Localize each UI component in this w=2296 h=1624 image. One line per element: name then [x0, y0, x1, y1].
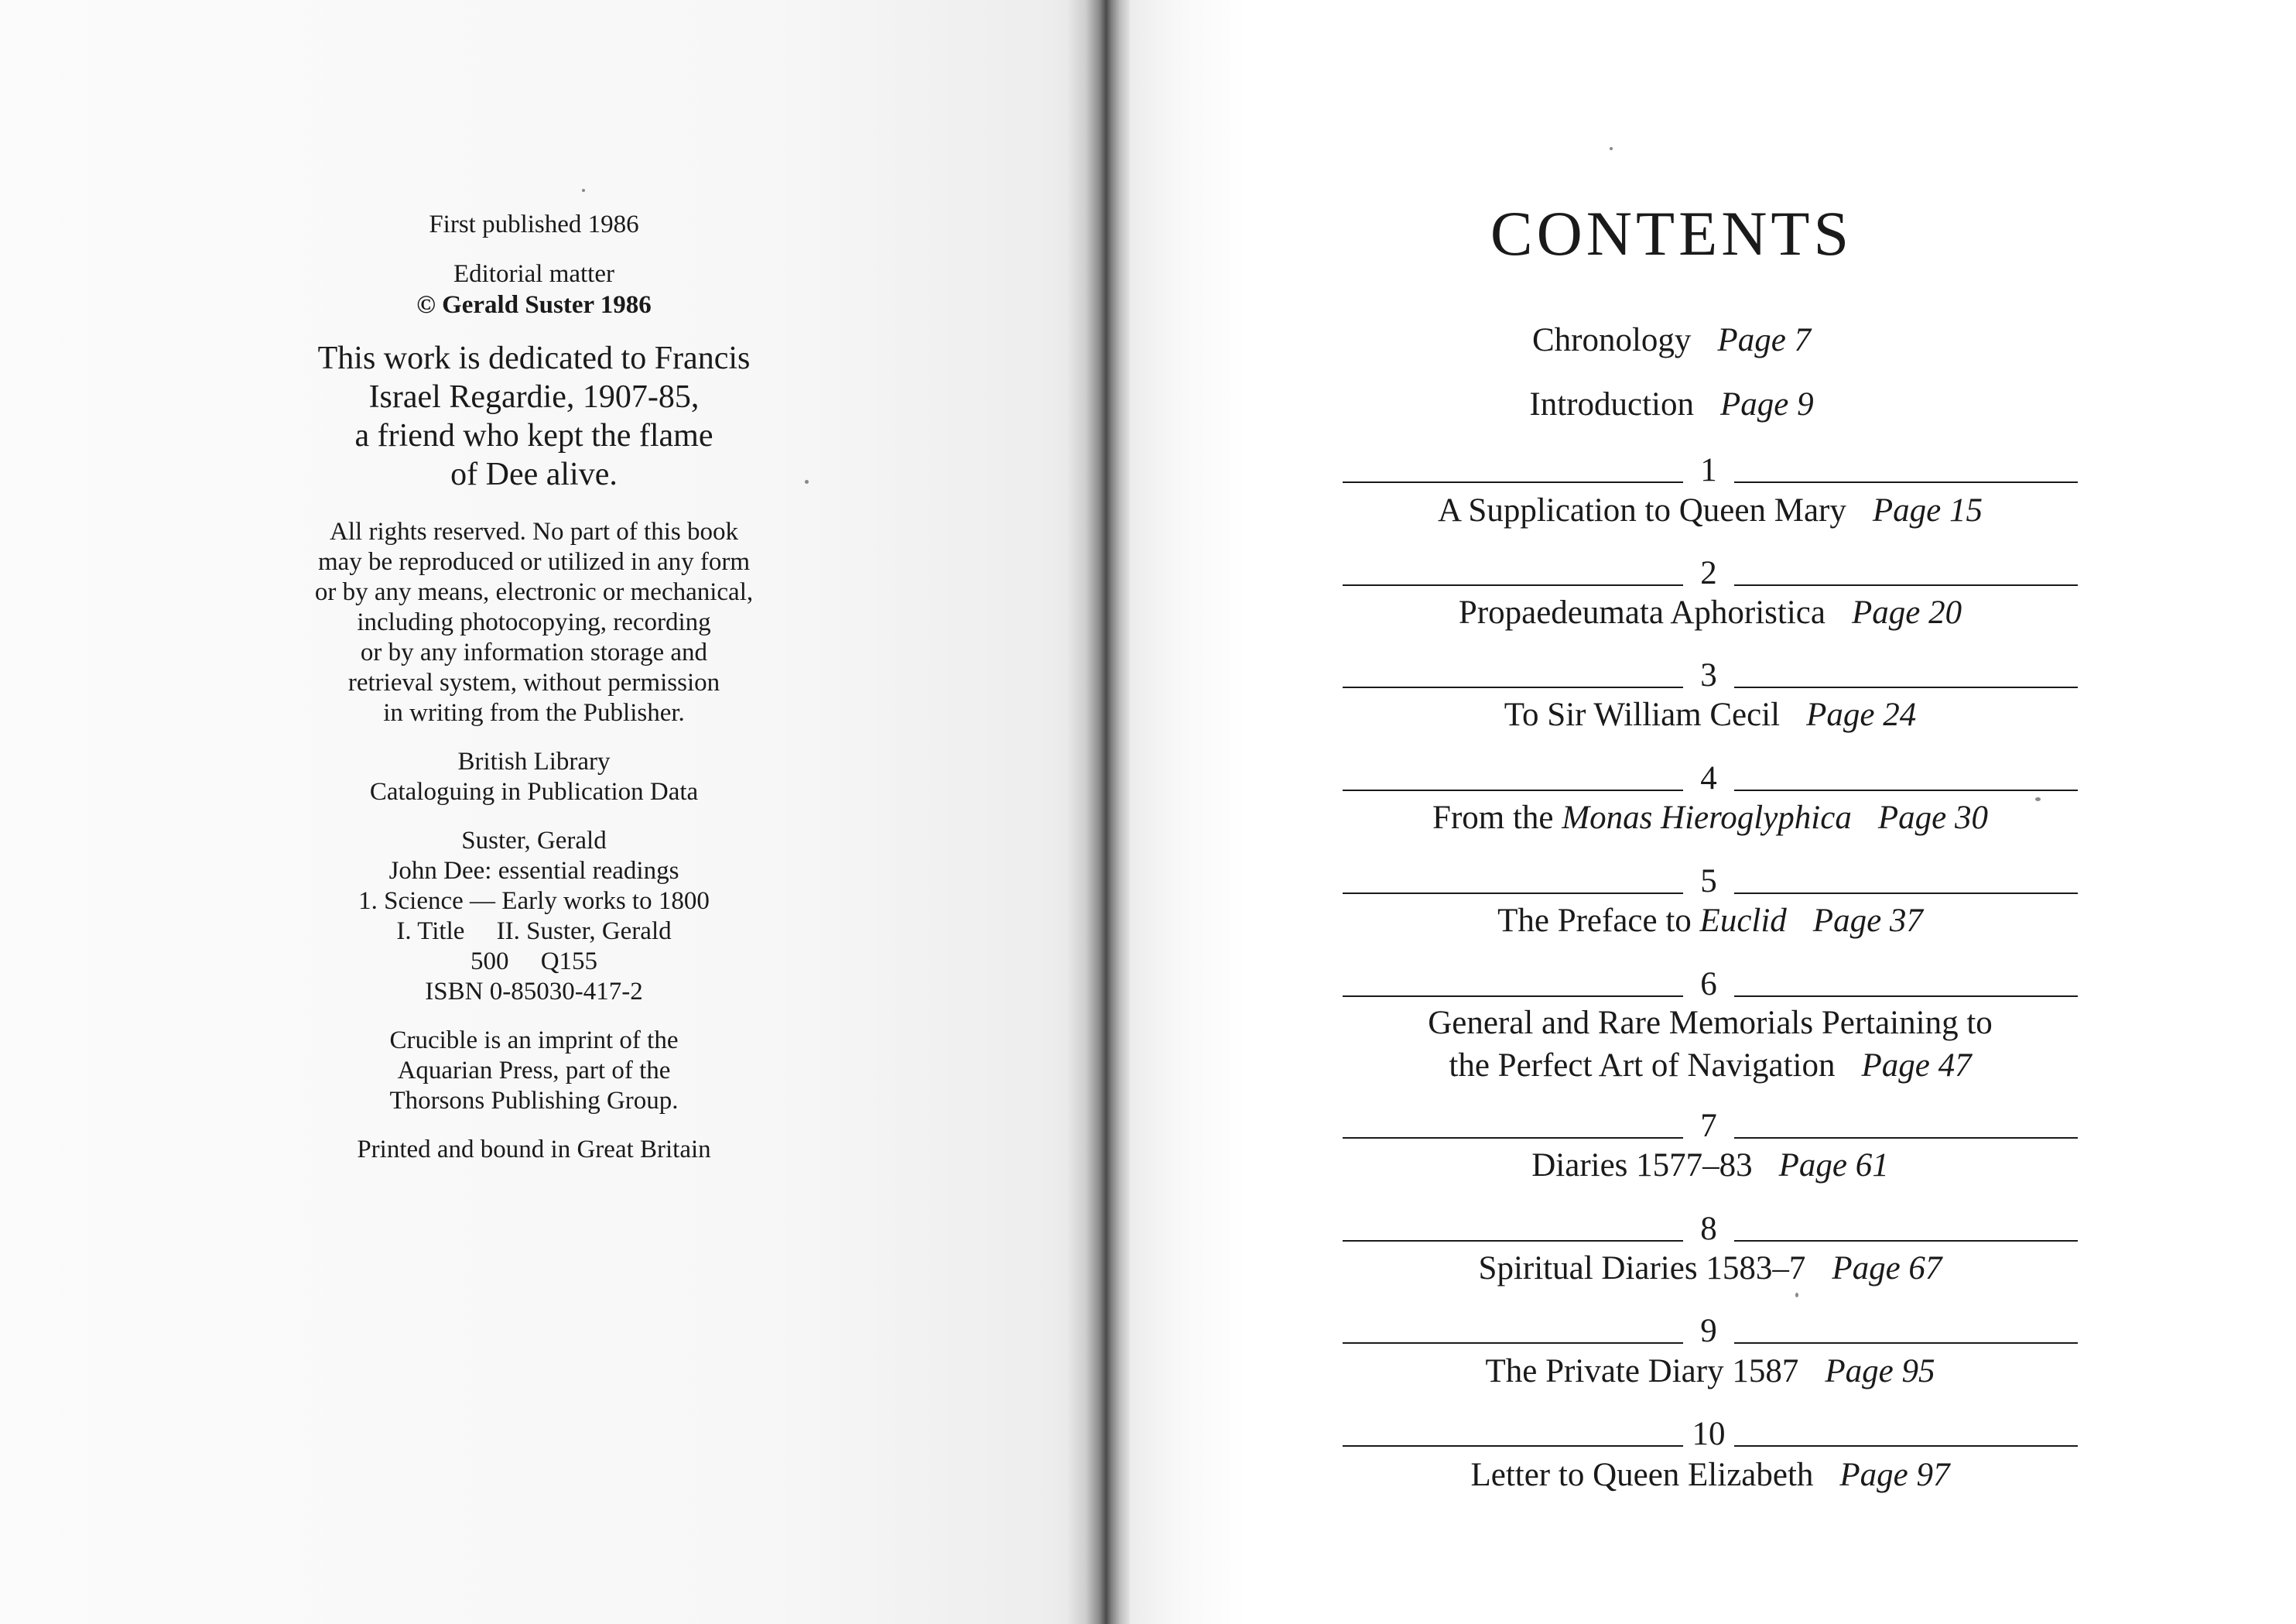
chapter-divider: [1343, 961, 2078, 1000]
rule-line: [1734, 1445, 2078, 1447]
toc-page-ref: Page 97: [1839, 1457, 1950, 1493]
dedication-line: This work is dedicated to Francis: [317, 341, 751, 376]
toc-title: General and Rare Memorials Pertaining to: [1428, 1005, 1993, 1041]
cip-line: I. Title II. Suster, Gerald: [396, 917, 672, 945]
paper-speck: [805, 480, 809, 484]
chapter-number: 8: [1700, 1211, 1717, 1247]
toc-page-ref: Page 95: [1825, 1353, 1935, 1389]
cip-heading: [263, 747, 805, 807]
toc-title-italic: Monas Hieroglyphica: [1562, 800, 1852, 836]
toc-title: Spiritual Diaries 1583–7: [1478, 1250, 1806, 1287]
toc-entry: [1316, 1247, 2105, 1290]
chapter-number: 1: [1700, 452, 1717, 488]
first-published-block: [263, 209, 805, 240]
toc-entry: [1316, 1454, 2105, 1496]
toc-page-ref: Page 61: [1778, 1147, 1889, 1184]
chapter-number: 10: [1692, 1416, 1726, 1452]
chapter-divider: [1343, 550, 2078, 589]
copyright-block: [263, 259, 805, 320]
cip-line: John Dee: essential readings: [388, 857, 679, 885]
toc-page-ref: Page 9: [1719, 386, 1814, 423]
chapter-divider: [1343, 755, 2078, 797]
cip-line: Suster, Gerald: [461, 827, 607, 855]
cip-heading-line: British Library: [457, 748, 611, 776]
toc-title: A Supplication to Queen Mary: [1438, 492, 1846, 529]
chapter-divider: [1343, 1308, 2078, 1347]
rights-line: in writing from the Publisher.: [383, 699, 685, 727]
chapter-number: 9: [1700, 1313, 1717, 1349]
paper-speck: [1795, 1293, 1798, 1297]
rights-line: retrieval system, without permission: [347, 669, 720, 697]
chapter-number: 5: [1700, 863, 1717, 899]
rule-line: [1343, 1240, 1683, 1242]
toc-page-ref: Page 67: [1832, 1250, 1942, 1287]
rule-line: [1343, 1137, 1683, 1139]
toc-title: the Perfect Art of Navigation: [1449, 1047, 1836, 1084]
toc-title-italic: Euclid: [1699, 903, 1787, 939]
rule-line: [1734, 481, 2078, 483]
cip-data: [263, 826, 805, 1007]
toc-page-ref: Page 7: [1717, 322, 1812, 358]
rule-line: [1734, 1137, 2078, 1139]
chapter-divider: [1343, 653, 2078, 694]
chapter-divider: [1343, 447, 2078, 486]
chapter-number: 3: [1700, 657, 1717, 694]
toc-entry: [1316, 899, 2105, 942]
isbn: ISBN 0-85030-417-2: [425, 978, 643, 1006]
chapter-divider: [1343, 1206, 2078, 1245]
toc-entry: [1316, 694, 2105, 736]
toc-title: Chronology: [1531, 322, 1692, 358]
toc-page-ref: Page 15: [1872, 492, 1983, 529]
cip-line: 500 Q155: [470, 947, 598, 975]
rights-line: including photocopying, recording: [357, 608, 711, 636]
toc-page-ref: Page 30: [1877, 800, 1988, 836]
rights-reserved: [263, 517, 805, 728]
toc-entry: [1316, 489, 2105, 532]
chapter-number: 2: [1700, 555, 1717, 591]
rule-line: [1343, 1342, 1683, 1344]
toc-front-matter-introduction: [1346, 385, 1997, 423]
toc-page-ref: Page 37: [1812, 903, 1923, 939]
dedication-line: a friend who kept the flame: [354, 418, 713, 454]
copyright-notice: © Gerald Suster 1986: [416, 291, 652, 319]
rule-line: [1343, 584, 1683, 586]
toc-entry: [1316, 591, 2105, 634]
rule-line: [1343, 790, 1683, 791]
toc-title: Letter to Queen Elizabeth: [1470, 1457, 1814, 1493]
printed-block: [263, 1135, 805, 1165]
toc-title-prefix: From the: [1432, 800, 1554, 836]
chapter-divider: [1343, 858, 2078, 897]
toc-page-ref: Page 24: [1806, 697, 1917, 733]
paper-speck: [1610, 147, 1613, 150]
rule-line: [1734, 1342, 2078, 1344]
publisher-imprint: [263, 1026, 805, 1116]
rule-line: [1343, 893, 1683, 894]
contents-title: CONTENTS: [1490, 198, 1853, 269]
right-page: [1130, 0, 2296, 1624]
toc-title-prefix: The Preface to: [1497, 903, 1692, 939]
toc-entry: [1316, 797, 2105, 839]
dedication: [263, 339, 805, 494]
rights-line: or by any information storage and: [360, 639, 708, 666]
chapter-divider: [1343, 1103, 2078, 1142]
rule-line: [1343, 1445, 1683, 1447]
rights-line: or by any means, electronic or mechanical,: [314, 578, 754, 606]
imprint-block: [263, 209, 805, 1184]
rule-line: [1734, 687, 2078, 688]
rule-line: [1343, 995, 1683, 997]
imprint-line: Thorsons Publishing Group.: [389, 1087, 679, 1115]
rule-line: [1734, 995, 2078, 997]
chapter-number: 6: [1700, 966, 1717, 1002]
chapter-divider: [1343, 1411, 2078, 1450]
book-gutter: [1068, 0, 1138, 1624]
toc-title: Diaries 1577–83: [1531, 1147, 1753, 1184]
toc-title: Introduction: [1529, 386, 1694, 423]
dedication-line: Israel Regardie, 1907-85,: [368, 379, 700, 415]
rule-line: [1343, 687, 1683, 688]
rule-line: [1734, 790, 2078, 791]
toc-page-ref: Page 20: [1851, 594, 1962, 631]
printed-line: Printed and bound in Great Britain: [357, 1136, 711, 1163]
paper-speck: [2035, 797, 2041, 801]
paper-speck: [582, 189, 585, 192]
toc-page-ref: Page 47: [1861, 1047, 1972, 1084]
cip-heading-line: Cataloguing in Publication Data: [369, 778, 699, 806]
rights-line: All rights reserved. No part of this book: [330, 518, 738, 546]
editorial-matter: Editorial matter: [453, 260, 614, 288]
rights-line: may be reproduced or utilized in any form: [317, 548, 751, 576]
imprint-line: Aquarian Press, part of the: [397, 1057, 671, 1084]
chapter-number: 7: [1700, 1108, 1717, 1144]
toc-front-matter-chronology: [1346, 321, 1997, 359]
rule-line: [1343, 481, 1683, 483]
cip-line: 1. Science — Early works to 1800: [358, 887, 710, 915]
toc-title: Propaedeumata Aphoristica: [1458, 594, 1826, 631]
imprint-line: Crucible is an imprint of the: [389, 1026, 679, 1054]
dedication-line: of Dee alive.: [450, 457, 618, 492]
toc-entry: [1316, 1002, 2105, 1087]
rule-line: [1734, 893, 2078, 894]
rule-line: [1734, 584, 2078, 586]
toc-title: To Sir William Cecil: [1504, 697, 1781, 733]
first-published: First published 1986: [429, 211, 639, 238]
left-page: [0, 0, 1107, 1624]
rule-line: [1734, 1240, 2078, 1242]
toc-title: The Private Diary 1587: [1485, 1353, 1799, 1389]
toc-entry: [1316, 1144, 2105, 1187]
toc-entry: [1316, 1350, 2105, 1393]
chapter-number: 4: [1700, 760, 1717, 797]
